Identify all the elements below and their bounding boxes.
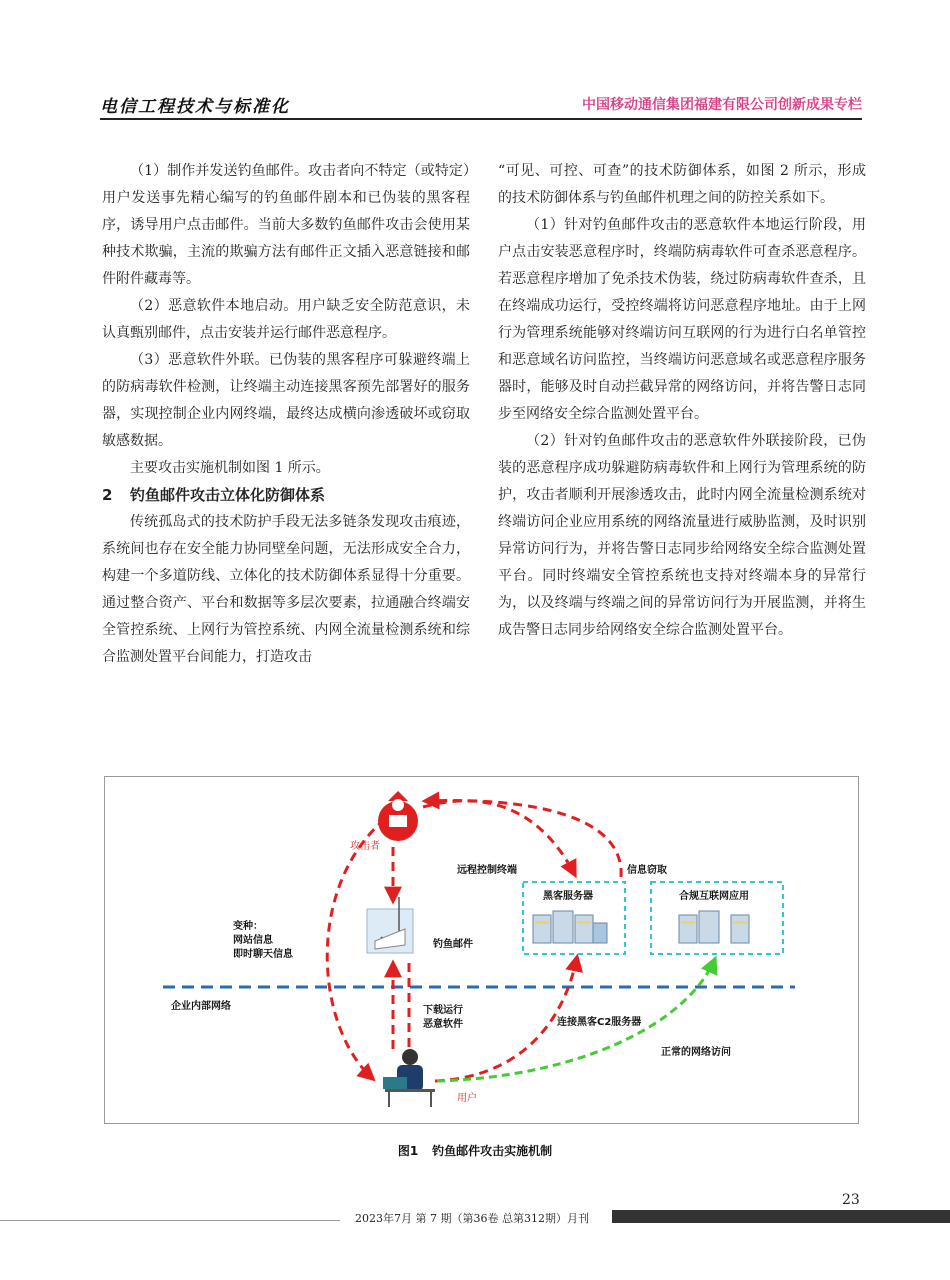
- section-number: 2: [102, 486, 113, 504]
- page-header: [100, 90, 862, 120]
- left-column: [102, 158, 470, 671]
- label-variant: 网站信息: [233, 935, 273, 946]
- paragraph: （1）制作并发送钓鱼邮件。攻击者向不特定（或特定）用户发送事先精心编写的钓鱼邮件剧本和已伪装的黑客程序，诱导用户点击邮件。当前大多数钓鱼邮件攻击会使用某种技术欺骗，主流的欺骗方法有邮件正文插入恶意链接和邮件附件藏毒等。: [102, 163, 470, 287]
- label-variant: 即时聊天信息: [233, 949, 293, 960]
- paragraph: （2）针对钓鱼邮件攻击的恶意软件外联接阶段，已伪装的恶意程序成功躲避防病毒软件和上网行为管理系统的防护，攻击者顺利开展渗透攻击，此时内网全流量检测系统对终端访问企业应用系统的网络流量进行威胁监测，及时识别异常访问行为，并将告警日志同步给网络安全综合监测处置平台。同时终端安全管控系统也支持对终端本身的异常行为，以及终端与终端之间的异常访问行为开展监测，并将生成告警日志同步给网络安全综合监测处置平台。: [498, 433, 866, 638]
- label-variant: 变种：: [233, 921, 263, 932]
- label-remote-control: 远程控制终端: [457, 865, 517, 876]
- label-download: 下载运行: [423, 1005, 463, 1016]
- paragraph: （3）恶意软件外联。已伪装的黑客程序可躲避终端上的防病毒软件检测，让终端主动连接黑客预先部署好的服务器，实现控制企业内网终端，最终达成横向渗透破坏或窃取敏感数据。: [102, 352, 470, 449]
- arrow-server-to-attacker: [425, 801, 621, 877]
- server-icon: [533, 911, 607, 943]
- figure-caption: [0, 1142, 950, 1159]
- arrow-attacker-to-server: [423, 801, 575, 875]
- paragraph: 主要攻击实施机制如图 1 所示。: [130, 460, 330, 476]
- figure-1: [104, 776, 859, 1124]
- figure-caption-text: 钓鱼邮件攻击实施机制: [432, 1144, 553, 1158]
- column-title: 中国移动通信集团福建有限公司创新成果专栏: [582, 97, 862, 113]
- label-normal-access: 正常的网络访问: [661, 1047, 731, 1058]
- footer-rule: [0, 1220, 340, 1221]
- attack-diagram: [105, 777, 860, 1125]
- server-icon: [679, 911, 749, 943]
- label-download: 恶意软件: [423, 1019, 463, 1030]
- section-title: 钓鱼邮件攻击立体化防御体系: [130, 486, 326, 504]
- journal-title: 电信工程技术与标准化: [100, 97, 290, 117]
- phishing-mail-icon: [367, 897, 413, 953]
- label-hacker-server: 黑客服务器: [543, 891, 593, 902]
- paragraph: “可见、可控、可查”的技术防御体系，如图 2 所示，形成的技术防御体系与钓鱼邮件机理之间的防控关系如下。: [498, 163, 866, 206]
- section-heading: [102, 482, 470, 509]
- label-connect-c2: 连接黑客C2服务器: [557, 1017, 642, 1028]
- label-user: 用户: [457, 1093, 477, 1104]
- right-column: [498, 158, 866, 644]
- issue-info: 2023年7月 第 7 期（第36卷 总第312期）月刊: [355, 1212, 589, 1225]
- attacker-icon: [378, 791, 418, 841]
- paragraph: （2）恶意软件本地启动。用户缺乏安全防范意识，未认真甄别邮件，点击安装并运行邮件恶意程序。: [102, 298, 470, 341]
- paragraph: 传统孤岛式的技术防护手段无法多链条发现攻击痕迹，系统间也存在安全能力协同壁垒问题，无法形成安全合力，构建一个多道防线、立体化的技术防御体系显得十分重要。通过整合资产、平台和数据等多层次要素，拉通融合终端安全管控系统、上网行为管控系统、内网全流量检测系统和综合监测处置平台间能力，打造攻击: [102, 514, 470, 665]
- label-legit-app: 合规互联网应用: [679, 891, 749, 902]
- header-rule: [100, 118, 862, 120]
- label-internal-network: 企业内部网络: [171, 1001, 231, 1012]
- page-number: 23: [842, 1192, 860, 1208]
- paragraph: （1）针对钓鱼邮件攻击的恶意软件本地运行阶段，用户点击安装恶意程序时，终端防病毒软件可查杀恶意程序。若恶意程序增加了免杀技术伪装，绕过防病毒软件查杀，且在终端成功运行，受控终端将访问恶意程序地址。由于上网行为管理系统能够对终端访问互联网的行为进行白名单管控和恶意域名访问监控，当终端访问恶意域名或恶意程序服务器时，能够及时自动拦截异常的网络访问，并将告警日志同步至网络安全综合监测处置平台。: [498, 217, 866, 422]
- label-phishing-mail: 钓鱼邮件: [433, 939, 473, 950]
- footer-bar: [612, 1210, 950, 1223]
- label-attacker: 攻击者: [350, 841, 380, 852]
- user-icon: [383, 1049, 435, 1107]
- figure-number: 图1: [397, 1144, 419, 1158]
- label-info-theft: 信息窃取: [627, 865, 667, 876]
